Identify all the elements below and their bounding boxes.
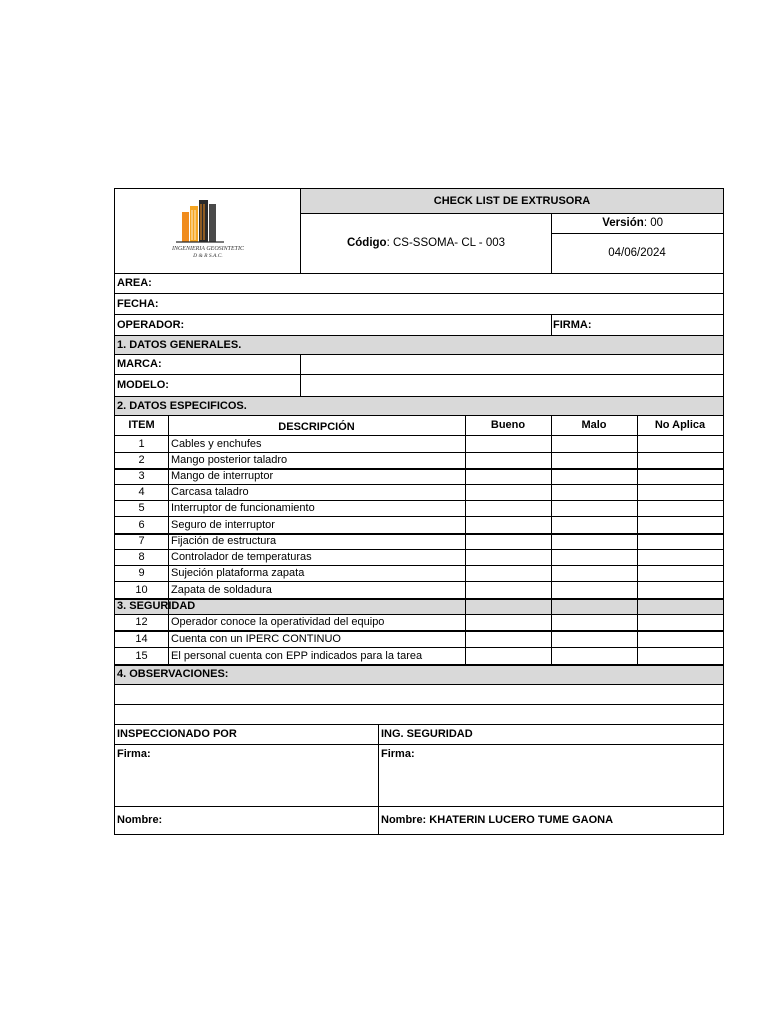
col-descripcion: DESCRIPCIÓN: [278, 421, 355, 433]
item-description: Carcasa taladro: [171, 486, 249, 498]
firma-right-label: Firma:: [381, 748, 415, 760]
ing-seguridad-label: ING. SEGURIDAD: [381, 728, 473, 740]
item-description: Seguro de interruptor: [171, 519, 275, 531]
item-description: Fijación de estructura: [171, 535, 277, 547]
item-description: Cables y enchufes: [171, 438, 262, 450]
svg-text:D & R S.A.C.: D & R S.A.C.: [193, 253, 223, 259]
item-description: Zapata de soldadura: [171, 584, 272, 596]
modelo-label: MODELO:: [117, 379, 169, 391]
form-title: CHECK LIST DE EXTRUSORA: [433, 195, 591, 207]
svg-text:INGENIERIA GEOSINTETIC: INGENIERIA GEOSINTETIC: [171, 246, 245, 252]
operador-label: OPERADOR:: [117, 318, 185, 331]
col-malo: Malo: [581, 419, 607, 431]
item-number: 3: [138, 470, 145, 482]
nombre-right-label: Nombre: KHATERIN LUCERO TUME GAONA: [381, 814, 614, 826]
col-bueno: Bueno: [490, 419, 526, 431]
item-number: 5: [138, 502, 145, 514]
item-description: Sujeción plataforma zapata: [171, 567, 305, 579]
item-number: 12: [135, 616, 148, 628]
item-number: 7: [138, 535, 145, 547]
document-version: Versión : 00: [602, 217, 663, 229]
col-item: ITEM: [128, 419, 155, 431]
firma-label: FIRMA:: [553, 318, 592, 331]
item-number: 1: [138, 438, 145, 450]
item-number: 6: [138, 519, 145, 531]
item-number: 2: [138, 454, 145, 466]
item-description: Mango posterior taladro: [171, 454, 288, 466]
fecha-label: FECHA:: [117, 297, 159, 310]
section1-title: 1. DATOS GENERALES.: [117, 338, 242, 351]
section2-title: 2. DATOS ESPECIFICOS.: [117, 399, 247, 412]
item-description: Operador conoce la operatividad del equipo: [171, 616, 385, 628]
col-no-aplica: No Aplica: [654, 419, 706, 431]
nombre-left-label: Nombre:: [117, 814, 163, 826]
document-date: 04/06/2024: [608, 247, 666, 259]
item-description: Interruptor de funcionamiento: [171, 502, 315, 514]
document-code: Código : CS-SSOMA- CL - 003: [346, 237, 506, 249]
item-description: Controlador de temperaturas: [171, 551, 312, 563]
item-description: Mango de interruptor: [171, 470, 274, 482]
item-number: 15: [135, 649, 148, 662]
section4-title: 4. OBSERVACIONES:: [117, 668, 229, 680]
item-number: 9: [138, 567, 145, 579]
marca-label: MARCA:: [117, 358, 162, 370]
item-number: 8: [138, 551, 145, 563]
item-description: El personal cuenta con EPP indicados para la tarea: [171, 649, 423, 662]
area-label: AREA:: [117, 277, 152, 289]
section3-title: 3. SEGURIDAD: [117, 600, 196, 612]
item-number: 14: [135, 633, 148, 645]
item-number: 10: [135, 584, 148, 596]
item-number: 4: [138, 486, 145, 498]
inspected-by-label: INSPECCIONADO POR: [117, 728, 237, 740]
company-logo: [116, 190, 300, 272]
firma-left-label: Firma:: [117, 748, 151, 760]
item-description: Cuenta con un IPERC CONTINUO: [171, 633, 341, 645]
building-logo-icon: [116, 190, 300, 272]
